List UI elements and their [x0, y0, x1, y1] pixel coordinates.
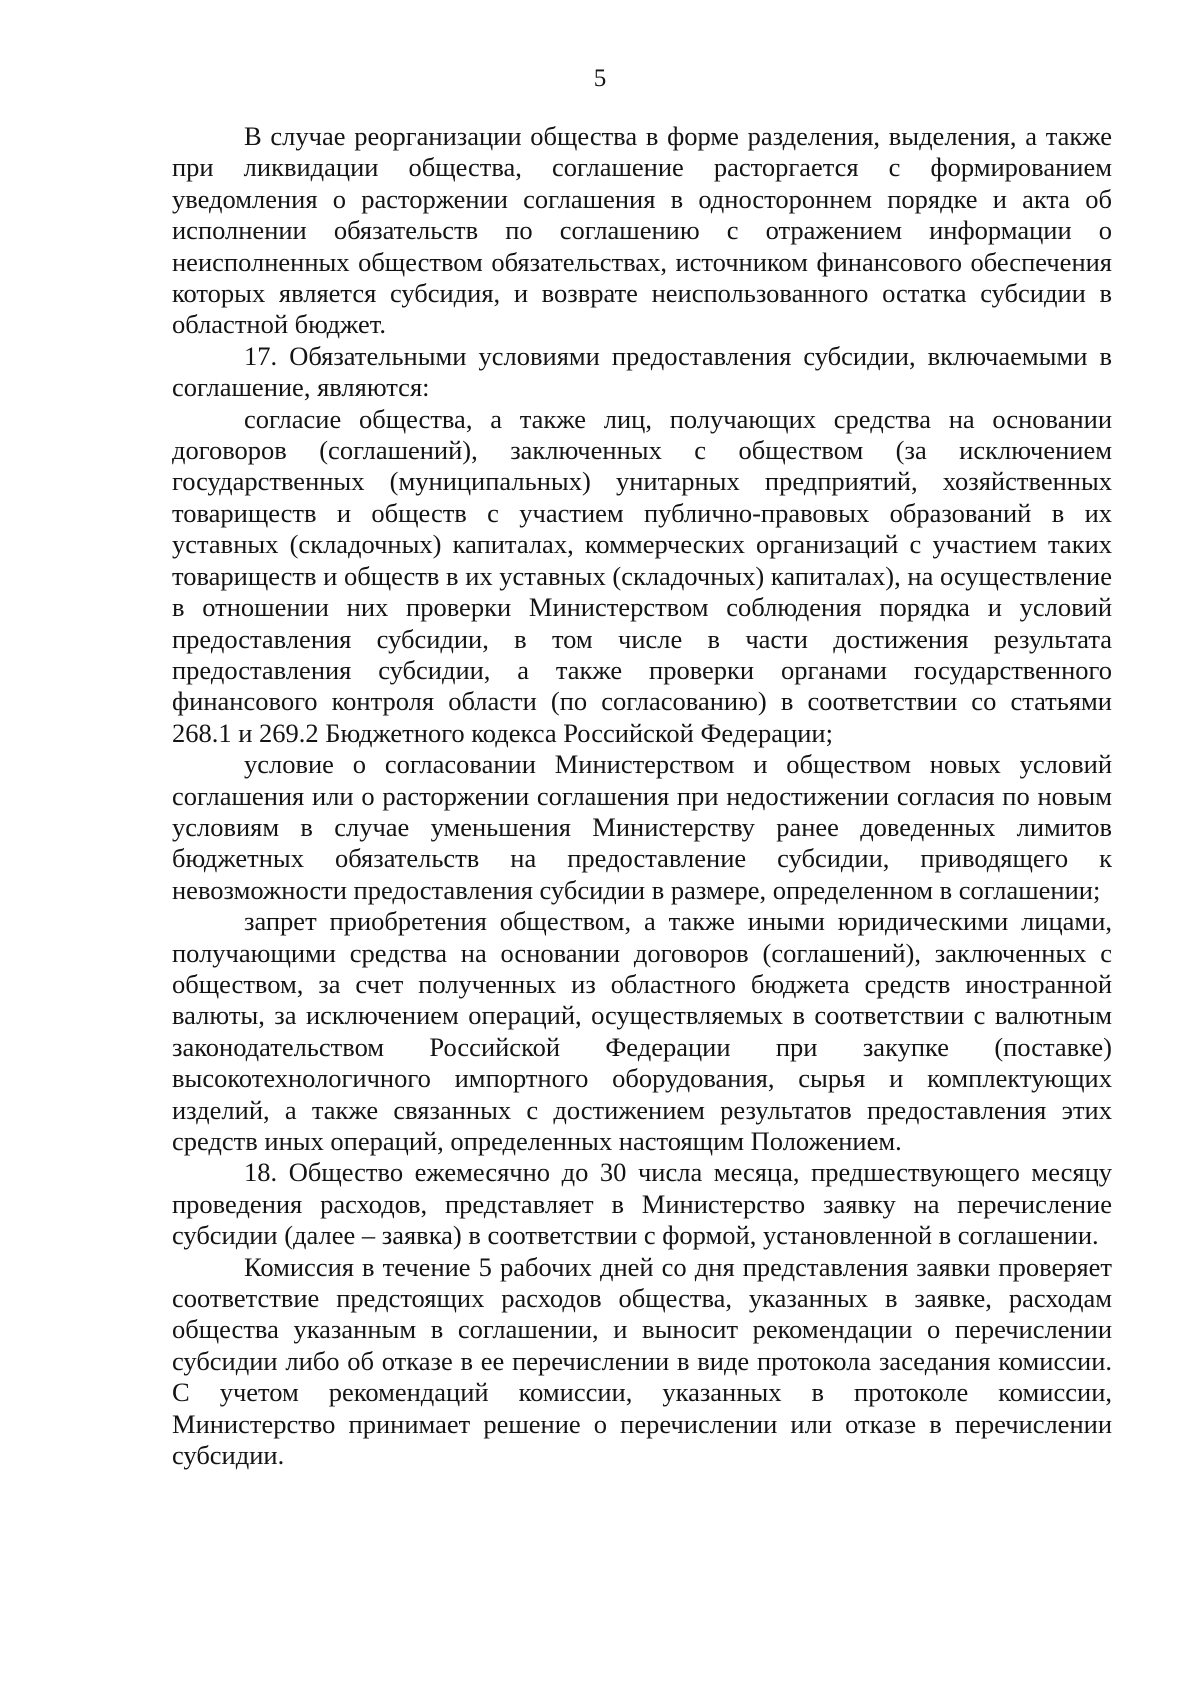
paragraph-new-conditions: условие о согласовании Министерством и обществом новых условий соглашения или о расторжении соглашения при недостижении согласия по новым условиям в случае уменьшения Министерству ранее доведенных лимитов бюджетных обязательств на предоставление субсидии, приводящего к невозможности предоставления субсидии в размере, определенном в соглашении; — [172, 749, 1112, 905]
paragraph-18-monthly-request: 18. Общество ежемесячно до 30 числа месяца, предшествующего месяцу проведения расходов, представляет в Министерство заявку на перечисление субсидии (далее – заявка) в соответствии с формой, установленной в соглашении. — [172, 1157, 1112, 1251]
paragraph-reorganization: В случае реорганизации общества в форме разделения, выделения, а также при ликвидации общества, соглашение расторгается с формированием уведомления о расторжении соглашения в одностороннем порядке и акта об исполнении обязательств по соглашению с отражением информации о неисполненных обществом обязательствах, источником финансового обеспечения которых является субсидия, и возврате неиспользованного остатка субсидии в областной бюджет. — [172, 121, 1112, 340]
document-body — [172, 121, 1112, 1471]
paragraph-currency-ban: запрет приобретения обществом, а также иными юридическими лицами, получающими средства на основании договоров (соглашений), заключенных с обществом, за счет полученных из областного бюджета средств иностранной валюты, за исключением операций, осуществляемых в соответствии с валютным законодательством Российской Федерации при закупке (поставке) высокотехнологичного импортного оборудования, сырья и комплектующих изделий, а также связанных с достижением результатов предоставления этих средств иных операций, определенных настоящим Положением. — [172, 906, 1112, 1156]
paragraph-17-mandatory-conditions: 17. Обязательными условиями предоставления субсидии, включаемыми в соглашение, являются: — [172, 340, 1112, 403]
paragraph-consent-to-audit: согласие общества, а также лиц, получающих средства на основании договоров (соглашений), заключенных с обществом (за исключением государственных (муниципальных) унитарных предприятий, хозяйственных товариществ и обществ с участием публично-правовых образований в их уставных (складочных) капиталах, коммерческих организаций с участием таких товариществ и обществ в их уставных (складочных) капиталах), на осуществление в отношении них проверки Министерством соблюдения порядка и условий предоставления субсидии, в том числе в части достижения результата предоставления субсидии, а также проверки органами государственного финансового контроля области (по согласованию) в соответствии со статьями 268.1 и 269.2 Бюджетного кодекса Российской Федерации; — [172, 403, 1112, 748]
paragraph-commission-review: Комиссия в течение 5 рабочих дней со дня представления заявки проверяет соответствие предстоящих расходов общества, указанных в заявке, расходам общества указанным в соглашении, и выносит рекомендации о перечислении субсидии либо об отказе в ее перечислении в виде протокола заседания комиссии. С учетом рекомендаций комиссии, указанных в протоколе комиссии, Министерство принимает решение о перечислении или отказе в перечислении субсидии. — [172, 1251, 1112, 1471]
page-number: 5 — [593, 65, 607, 92]
